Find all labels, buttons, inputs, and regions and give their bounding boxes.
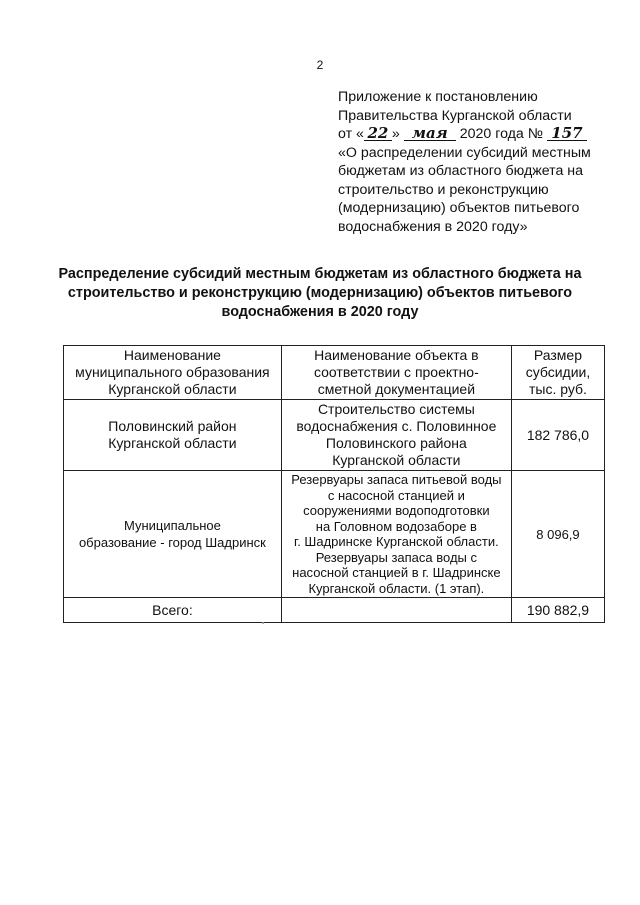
handwritten-month: мая <box>404 126 456 141</box>
document-title <box>40 265 600 322</box>
total-object <box>281 598 511 623</box>
date-prefix: от « <box>338 126 364 142</box>
cell-municipality: Половинский район Курганской области <box>64 400 282 471</box>
appendix-line-2: Правительства Курганской области <box>338 107 572 124</box>
table-row <box>64 400 605 471</box>
table-header-row <box>64 346 605 400</box>
title-line-2: строительство и реконструкцию (модернизацию) объектов питьевого <box>67 285 573 301</box>
subsidy-table <box>63 345 605 623</box>
cell-amount: 8 096,9 <box>511 471 604 598</box>
table-total-row <box>64 598 605 623</box>
table-row <box>64 471 605 598</box>
appendix-block <box>338 88 618 236</box>
total-amount: 190 882,9 <box>511 598 604 623</box>
title-line-3: водоснабжения в 2020 году <box>221 304 419 320</box>
cell-object: Резервуары запаса питьевой воды с насосной станцией и сооружениями водоподготовки на Головном водозаборе в г. Шадринске Курганской области. Резервуары запаса воды с насосной станцией в г. Шадринске Курганской области. (1 этап). <box>281 471 511 598</box>
appendix-line-5: бюджетам из областного бюджета на <box>338 163 584 179</box>
cell-municipality: Муниципальное образование - город Шадринск <box>64 471 282 598</box>
header-amount: Размер субсидии, тыс. руб. <box>511 346 604 400</box>
header-municipality: Наименование муниципального образования Курганской области <box>64 346 282 400</box>
appendix-date-line <box>338 125 618 144</box>
handwritten-day: 22 <box>364 126 392 141</box>
header-object: Наименование объекта в соответствии с проектно- сметной документацией <box>281 346 511 400</box>
total-label: Всего: <box>64 598 282 623</box>
date-mid: » <box>391 126 400 142</box>
handwritten-number: 157 <box>547 126 587 141</box>
page-number: 2 <box>316 58 324 72</box>
appendix-line-4: «О распределении субсидий местным <box>338 144 591 161</box>
appendix-line-6: строительство и реконструкцию <box>338 181 549 198</box>
appendix-line-1: Приложение к постановлению <box>338 89 538 105</box>
date-suffix: 2020 года № <box>455 126 543 142</box>
appendix-line-8: водоснабжения в 2020 году» <box>338 218 528 235</box>
appendix-line-7: (модернизацию) объектов питьевого <box>338 200 580 216</box>
title-line-1: Распределение субсидий местным бюджетам из областного бюджета на <box>58 266 582 282</box>
cell-object: Строительство системы водоснабжения с. Половинное Половинского района Курганской области <box>281 400 511 471</box>
cell-amount: 182 786,0 <box>511 400 604 471</box>
scan-speck <box>262 622 264 624</box>
